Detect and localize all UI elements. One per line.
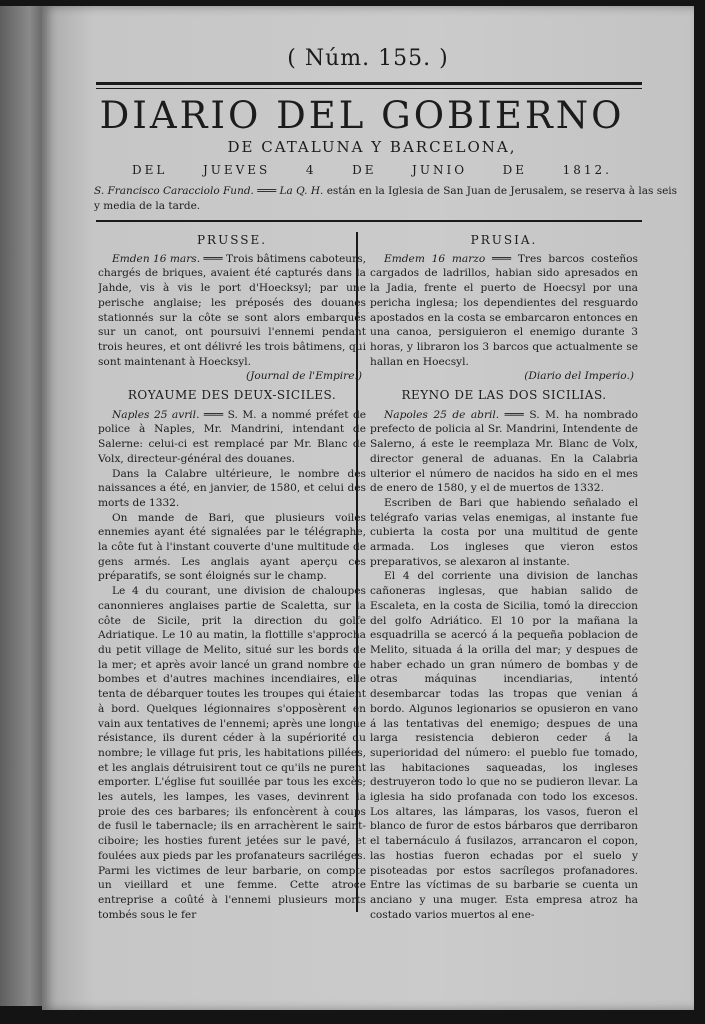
article-paragraph: Le 4 du courant, une division de chaloupes canonnieres anglaises partie de Scaletta, sur la côte de Sicile, prit la direction du golfe Adriatique. Le 10 au matin, la flottille s'approcha du petit village de Melito, situé sur les bords de la mer; et après avoir lancé un grand nombre de bombes et d'autres machines incendiaires, elle tenta de débarquer toutes les troupes qui étaient à bord. Quelques légionnaires s'opposèrent en vain aux tentatives de l'ennemi; après une longue résistance, ils durent céder à la supériorité du nombre; le village fut pris, les habitations pillées, et les anglais détruisirent tout ce qu'ils ne purent emporter. L'église fut souillée par tous les excès; les autels, les lampes, les vases, devinrent la proie des ces barbares; ils enfoncèrent à coups de fusil le tabernacle; ils en arrachèrent le saint-ciboire; les hosties furent jetées sur le pavé, et foulées aux pieds par les profanateurs sacriléges. Parmi les victimes de leur barbarie, on compte un vieillard et une femme. Cette atroce entreprise a coûté à l'ennemi plusieurs morts tombés sous le fer <box>98 585 366 921</box>
section-heading: REYNO DE LAS DOS SICILIAS. <box>401 388 607 403</box>
header-separator <box>96 220 642 222</box>
dateline-word: 1812. <box>562 163 612 177</box>
article-dateline: Emdem 16 marzo ═══ <box>384 252 512 265</box>
article-paragraph <box>370 252 638 370</box>
article-paragraph: On mande de Bari, que plusieurs voiles ennemies ayant été signalées par le télégraphe, la côte fut à l'instant couverte d'une multitude de gens armés. Les anglais ayant aperçu ces préparatifs, se sont éloignés sur le champ. <box>98 511 366 583</box>
dateline-word: DE <box>502 163 528 177</box>
issue-number: ( Núm. 155. ) <box>287 46 449 71</box>
article-text: S. M. a nommé préfet de police à Naples, Mr. Mandrini, intendant de Salerne: celui-ci est remplacé par Mr. Blanc de Volx, directeur-général des douanes. <box>98 408 366 465</box>
article-paragraph <box>98 252 366 370</box>
article-paragraph <box>370 408 638 496</box>
facing-page-edge <box>0 6 42 1006</box>
masthead-rule-top <box>96 82 642 85</box>
masthead-rule-thin <box>96 88 642 89</box>
dateline-word: JUNIO <box>412 163 468 177</box>
article-paragraph: Dans la Calabre ultérieure, le nombre des naissances a été, en janvier, de 1580, et celui des morts de 1332. <box>98 467 366 509</box>
article-source: (Diario del Imperio.) <box>524 370 634 383</box>
section-heading: ROYAUME DES DEUX-SICILES. <box>127 388 337 403</box>
article-dateline: Napoles 25 de abril. ═══ <box>384 408 524 421</box>
church-notice <box>94 184 686 214</box>
article-text: S. M. ha nombrado prefecto de policia al Sr. Mandrini, Intendente de Salerno, á este le reemplaza Mr. Blanc de Volx, director general de aduanas. En la Calabria ulterior el número de nacidos ha sido en el mes de enero de 1580, y el de muertos de 1332. <box>370 408 638 495</box>
article-text: Tres barcos costeños cargados de ladrillos, habian sido apresados en la Jadia, frente el puerto de Hoecsyl por una pericha inglesa; los dependientes del resguardo apostados en la costa se embarcaron entonces en una canoa, persiguieron el enemigo durante 3 horas, y libraron los 3 barcos que actualmente se hallan en Hoecsyl. <box>370 252 638 368</box>
dateline-word: 4 <box>305 163 317 177</box>
article-text: Trois bâtimens caboteurs, chargés de briques, avaient été capturés dans la Jahde, vis à vis le port d'Hoecksyl; par une perische anglaise; les préposés des douanes stationnés sur la côte se sont alors embarqués sur un canot, ont poursuivi l'ennemi pendant trois heures, et ont délivré les trois bâtimens, qui sont maintenant à Hoecksyl. <box>98 252 366 368</box>
french-column <box>98 231 366 921</box>
notice-text: están en la Iglesia de San Juan de Jerusalem, se reserva à las seis y media de la tarde. <box>94 185 678 212</box>
dateline-word: JUEVES <box>202 163 271 177</box>
newspaper-page <box>42 6 694 1010</box>
dateline-word: DE <box>352 163 377 177</box>
section-heading: PRUSSE. <box>196 233 268 247</box>
newspaper-subtitle: DE CATALUNA Y BARCELONA, <box>227 138 517 156</box>
article-paragraph: El 4 del corriente una division de lanchas cañoneras inglesas, que habian salido de Escaleta, en la costa de Sicilia, tomó la direccion del golfo Adriático. El 10 por la mañana la esquadrilla se acercó á la pequeña poblacion de Melito, situada á la orilla del mar; y despues de haber echado un gran número de bombas y de otras máquinas incendiarias, intentó desembarcar todas las tropas que venian á bordo. Algunos legionarios se opusieron en vano á las tentativas del enemigo; despues de una larga resistencia debieron ceder á la superioridad del número: el pueblo fue tomado, las habitaciones saqueadas, los ingleses destruyeron todo lo que no se pudieron llevar. La iglesia ha sido profanada con todo los excesos. Los altares, las lámparas, los vasos, fueron el blanco de furor de estos bárbaros que derribaron el tabernáculo á fusilazos, arrancaron el copon, las hostias fueron echadas por el suelo y pisoteadas por estos sacrílegos profanadores. Entre las víctimas de su barbarie se cuenta un anciano y una muger. Esta empresa atroz ha costado varios muertos al ene- <box>370 570 638 921</box>
dateline <box>132 163 612 177</box>
article-paragraph: Escriben de Bari que habiendo señalado el telégrafo varias velas enemigas, al instante fue cubierta la costa por una multitud de gente armada. Los ingleses que vieron estos preparativos, se alexaron al instante. <box>370 496 638 568</box>
article-dateline: Emden 16 mars. ═══ <box>112 252 223 265</box>
spanish-column <box>370 231 638 921</box>
dateline-word: DEL <box>132 163 168 177</box>
article-dateline: Naples 25 avril. ═══ <box>112 408 224 421</box>
article-paragraph <box>98 408 366 467</box>
section-heading: PRUSIA. <box>470 233 538 247</box>
article-source: (Journal de l'Empire.) <box>245 370 362 383</box>
notice-saint: S. Francisco Caracciolo Fund. ═══ La Q. H. <box>94 185 324 197</box>
newspaper-title: DIARIO DEL GOBIERNO <box>99 94 625 137</box>
